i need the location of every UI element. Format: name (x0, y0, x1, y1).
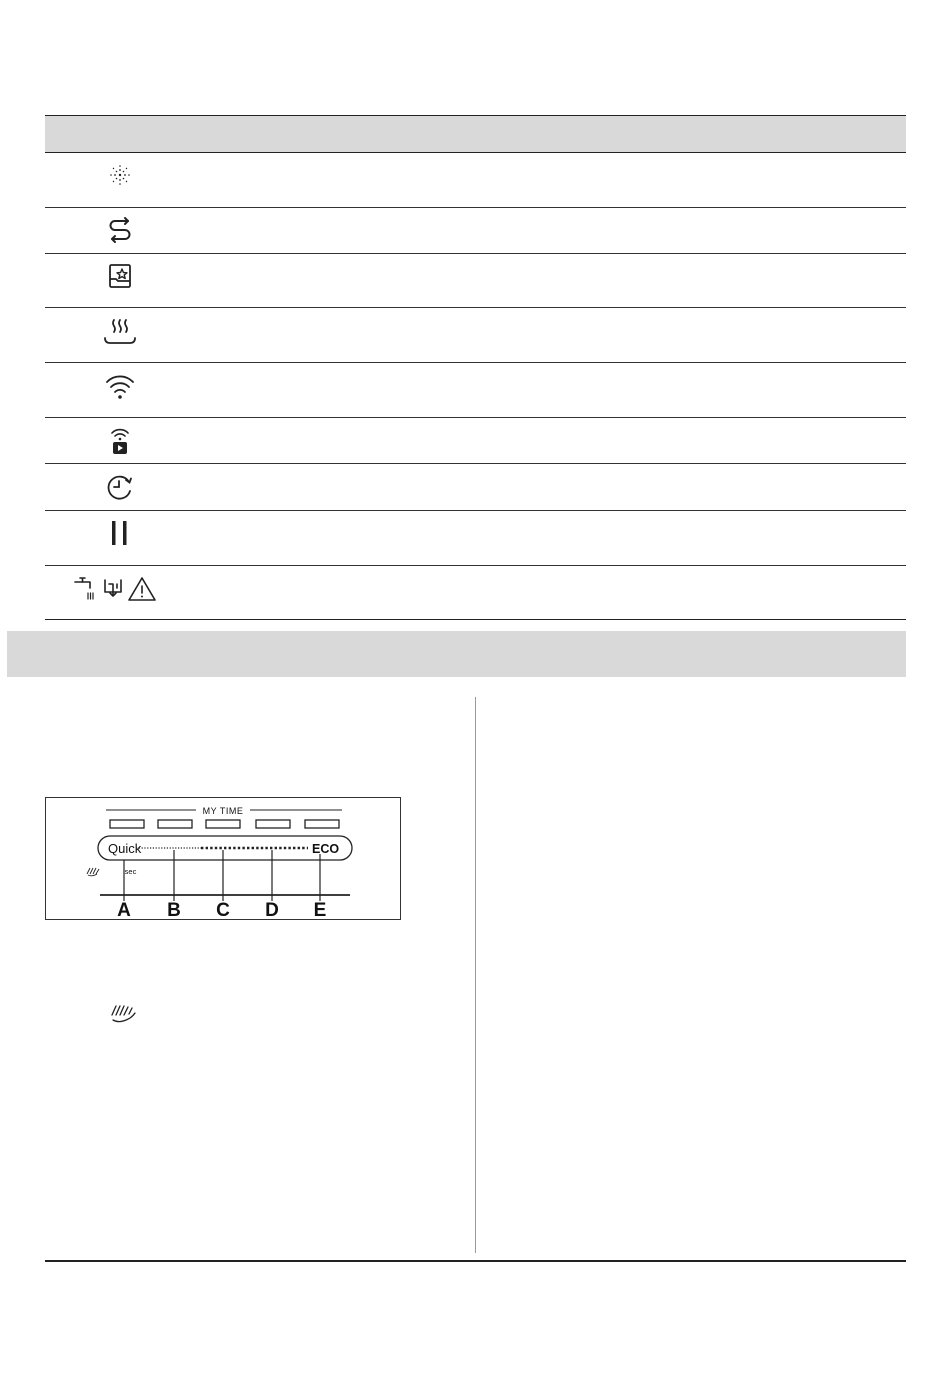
pause-icon (75, 519, 165, 551)
heat-steam-icon (75, 316, 165, 348)
table-row (45, 208, 906, 254)
indicator-table (45, 115, 906, 620)
table-row (45, 363, 906, 418)
marker-a: A (117, 900, 131, 921)
rinse-cycle-icon (75, 216, 165, 248)
marker-c: C (216, 900, 230, 921)
control-panel-diagram (45, 797, 401, 920)
section-header-band (7, 631, 906, 677)
table-row (45, 418, 906, 464)
extra-option-label: isec (123, 867, 137, 876)
table-row (45, 254, 906, 308)
rinse-aid-indicator-icon (75, 262, 165, 294)
footer-rule (45, 1260, 906, 1262)
quick-label: Quick (108, 841, 142, 856)
marker-b: B (167, 900, 181, 921)
column-divider (475, 697, 476, 1253)
time-segments (110, 820, 339, 828)
table-row (45, 308, 906, 363)
my-time-label: MY TIME (202, 806, 244, 816)
table-row (45, 511, 906, 566)
extra-dry-icon (110, 1004, 138, 1026)
table-row (45, 464, 906, 511)
delay-start-clock-icon (75, 472, 165, 504)
eco-label: ECO (312, 842, 340, 856)
remote-start-icon (75, 426, 165, 458)
marker-e: E (313, 900, 327, 921)
sparkle-dots-icon (75, 161, 165, 193)
wifi-icon (75, 371, 165, 403)
table-row (45, 566, 906, 620)
extra-dry-small-icon (87, 868, 99, 876)
marker-d: D (265, 900, 279, 921)
table-header (45, 115, 906, 153)
table-row (45, 153, 906, 208)
tap-drain-warning-icons (65, 574, 175, 606)
